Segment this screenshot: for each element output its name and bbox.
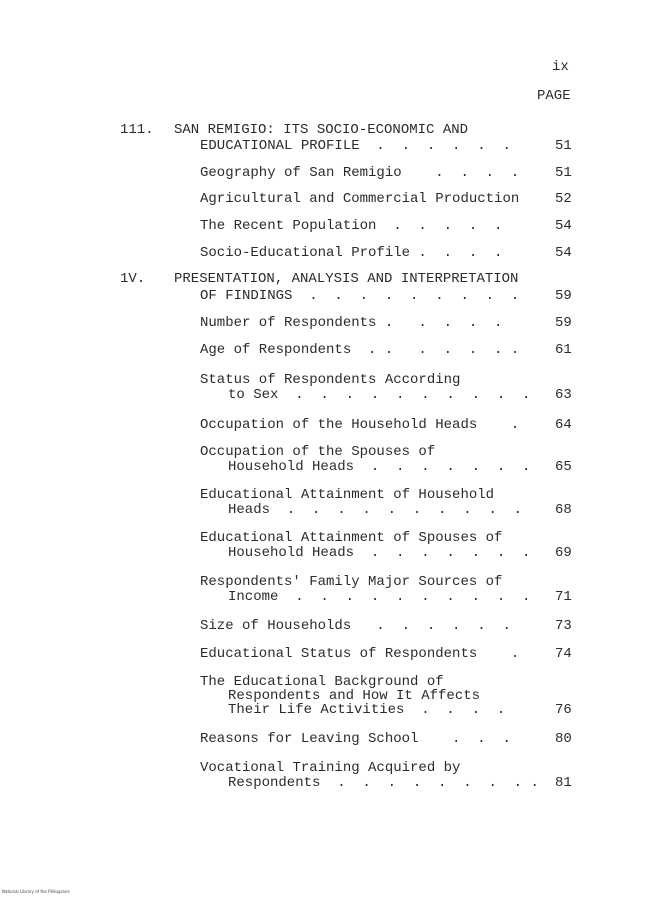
page-column-label: PAGE: [537, 88, 571, 104]
toc-entry: Number of Respondents . . . . .: [200, 315, 503, 331]
toc-entry-page: 81: [555, 775, 572, 791]
toc-entry: Educational Attainment of Spouses of: [200, 530, 503, 546]
toc-entry-cont: to Sex . . . . . . . . . .: [228, 387, 531, 403]
toc-entry: Geography of San Remigio . . . .: [200, 165, 520, 181]
toc-entry: Educational Attainment of Household: [200, 487, 495, 503]
toc-entry-page: 63: [555, 387, 572, 403]
toc-entry-page: 69: [555, 545, 572, 561]
toc-entry-page: 51: [555, 165, 572, 181]
toc-entry: The Educational Background of: [200, 674, 444, 690]
chapter-numeral: 1V.: [120, 271, 146, 287]
toc-entry-page: 54: [555, 218, 572, 234]
chapter-title-cont: EDUCATIONAL PROFILE . . . . . .: [200, 138, 511, 154]
library-footer-stamp: National Library of the Philippines: [2, 889, 70, 894]
toc-entry: Educational Status of Respondents .: [200, 646, 520, 662]
toc-entry-page: 65: [555, 459, 572, 475]
toc-entry-cont: Income . . . . . . . . . .: [228, 589, 531, 605]
toc-entry-page: 76: [555, 702, 572, 718]
chapter-page: 59: [555, 288, 572, 304]
toc-entry: The Recent Population . . . . .: [200, 218, 503, 234]
toc-entry: Status of Respondents According: [200, 372, 461, 388]
toc-entry-page: 71: [555, 589, 572, 605]
chapter-numeral: 111.: [120, 122, 154, 138]
toc-entry: Reasons for Leaving School . . .: [200, 731, 511, 747]
toc-entry: Respondents' Family Major Sources of: [200, 574, 503, 590]
chapter-title-cont: OF FINDINGS . . . . . . . . .: [200, 288, 520, 304]
toc-entry-page: 54: [555, 245, 572, 261]
chapter-title: SAN REMIGIO: ITS SOCIO-ECONOMIC AND: [174, 122, 469, 138]
toc-entry-cont: Household Heads . . . . . . .: [228, 459, 531, 475]
toc-entry-page: 80: [555, 731, 572, 747]
toc-entry-page: 59: [555, 315, 572, 331]
toc-entry-cont: Their Life Activities . . . .: [228, 702, 506, 718]
toc-entry-page: 61: [555, 342, 572, 358]
chapter-title: PRESENTATION, ANALYSIS AND INTERPRETATION: [174, 271, 519, 287]
chapter-page: 51: [555, 138, 572, 154]
toc-entry-cont: Heads . . . . . . . . . .: [228, 502, 523, 518]
toc-entry: Size of Households . . . . . .: [200, 618, 511, 634]
toc-entry-page: 52: [555, 191, 572, 207]
toc-entry-cont: Respondents and How It Affects: [228, 688, 481, 704]
toc-entry-cont: Respondents . . . . . . . . .: [228, 775, 539, 791]
toc-entry: Socio-Educational Profile . . . .: [200, 245, 503, 261]
toc-entry: Vocational Training Acquired by: [200, 760, 461, 776]
toc-entry: Occupation of the Household Heads .: [200, 417, 520, 433]
toc-entry: Agricultural and Commercial Production: [200, 191, 520, 207]
toc-entry-page: 64: [555, 417, 572, 433]
toc-entry-page: 74: [555, 646, 572, 662]
toc-entry-page: 68: [555, 502, 572, 518]
roman-page-number: ix: [552, 59, 569, 75]
toc-entry: Occupation of the Spouses of: [200, 444, 436, 460]
toc-entry-cont: Household Heads . . . . . . .: [228, 545, 531, 561]
toc-entry: Age of Respondents . . . . . . .: [200, 342, 520, 358]
toc-entry-page: 73: [555, 618, 572, 634]
